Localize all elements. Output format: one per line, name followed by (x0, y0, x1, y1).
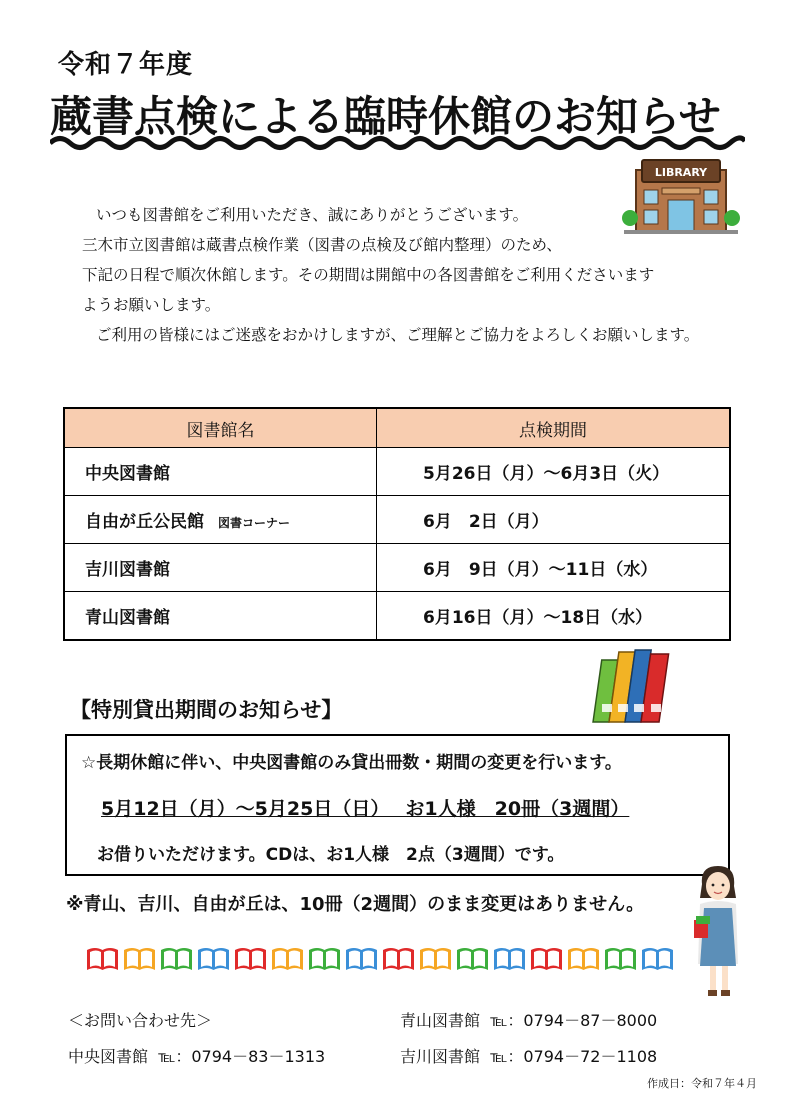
table-header-row (64, 408, 730, 448)
open-book-icon (641, 946, 674, 972)
period-cell: 5月26日（月）～6月3日（火） (377, 448, 731, 496)
library-name-cell (64, 448, 377, 496)
table-row (64, 592, 730, 641)
open-book-icon (86, 946, 119, 972)
library-name-cell (64, 592, 377, 641)
open-book-icon (160, 946, 193, 972)
contact-phone: ℡：0794－87－8000 (490, 1011, 658, 1030)
contact-heading: ＜お問い合わせ先＞ (68, 1011, 213, 1030)
open-book-icon (530, 946, 563, 972)
library-name: 吉川図書館 (85, 560, 170, 580)
contact-library-name: 青山図書館 (400, 1011, 481, 1030)
open-book-icon (197, 946, 230, 972)
open-book-icon (382, 946, 415, 972)
open-book-icon (493, 946, 526, 972)
open-book-icon (308, 946, 341, 972)
contact-library-name: 吉川図書館 (400, 1047, 481, 1066)
intro-text (82, 200, 699, 350)
open-book-icon (123, 946, 156, 972)
open-book-icon (234, 946, 267, 972)
open-book-icon (419, 946, 452, 972)
standing-books-icon (590, 644, 686, 724)
closure-schedule-table (63, 407, 731, 641)
open-book-icon (567, 946, 600, 972)
library-name: 青山図書館 (85, 608, 170, 628)
library-name: 自由が丘公民館 (85, 512, 204, 532)
library-name-cell (64, 496, 377, 544)
special-lending-line: お借りいただけます。CDは、お1人様 2点（3週間）です。 (97, 845, 565, 865)
period-cell: 6月16日（月）～18日（水） (377, 592, 731, 641)
wavy-divider (50, 132, 745, 154)
open-books-row (86, 946, 674, 972)
contact-entry (400, 1044, 657, 1067)
library-sub-label: 図書コーナー (218, 516, 291, 530)
period-cell: 6月 2日（月） (377, 496, 731, 544)
page-title: 蔵書点検による臨時休館のお知らせ (50, 92, 721, 141)
intro-line: 三木市立図書館は蔵書点検作業（図書の点検及び館内整理）のため、 (82, 236, 562, 254)
librarian-woman-icon (690, 864, 748, 998)
library-name: 中央図書館 (85, 464, 170, 484)
table-row (64, 496, 730, 544)
contact-phone: ℡：0794－83－1313 (158, 1047, 326, 1066)
created-date: 作成日：令和７年４月 (647, 1077, 757, 1090)
column-header-period: 点検期間 (377, 408, 731, 448)
contact-library-name: 中央図書館 (68, 1047, 149, 1066)
intro-line: ご利用の皆様にはご迷惑をおかけしますが、ご理解とご協力をよろしくお願いします。 (96, 326, 700, 344)
unchanged-note: ※青山、吉川、自由が丘は、10冊（2週間）のまま変更はありません。 (66, 894, 645, 915)
period-cell: 6月 9日（月）～11日（水） (377, 544, 731, 592)
fiscal-year: 令和７年度 (58, 50, 194, 80)
special-lending-box (65, 734, 730, 876)
contact-entry (68, 1044, 325, 1067)
open-book-icon (604, 946, 637, 972)
open-book-icon (456, 946, 489, 972)
intro-line: ようお願いします。 (82, 296, 221, 314)
open-book-icon (271, 946, 304, 972)
table-row (64, 544, 730, 592)
special-lending-period: 5月12日（月）～5月25日（日） お1人様 20冊（3週間） (101, 798, 630, 820)
contact-phone: ℡：0794－72－1108 (490, 1047, 658, 1066)
intro-line: いつも図書館をご利用いただき、誠にありがとうございます。 (96, 206, 529, 224)
table-row (64, 448, 730, 496)
contact-entry (400, 1008, 657, 1031)
library-name-cell (64, 544, 377, 592)
library-sign-text: LIBRARY (654, 166, 708, 179)
column-header-library: 図書館名 (64, 408, 377, 448)
special-lending-line: ☆長期休館に伴い、中央図書館のみ貸出冊数・期間の変更を行います。 (81, 753, 622, 773)
intro-line: 下記の日程で順次休館します。その期間は開館中の各図書館をご利用くださいます (82, 266, 655, 284)
special-lending-title: 【特別貸出期間のお知らせ】 (70, 698, 343, 722)
open-book-icon (345, 946, 378, 972)
